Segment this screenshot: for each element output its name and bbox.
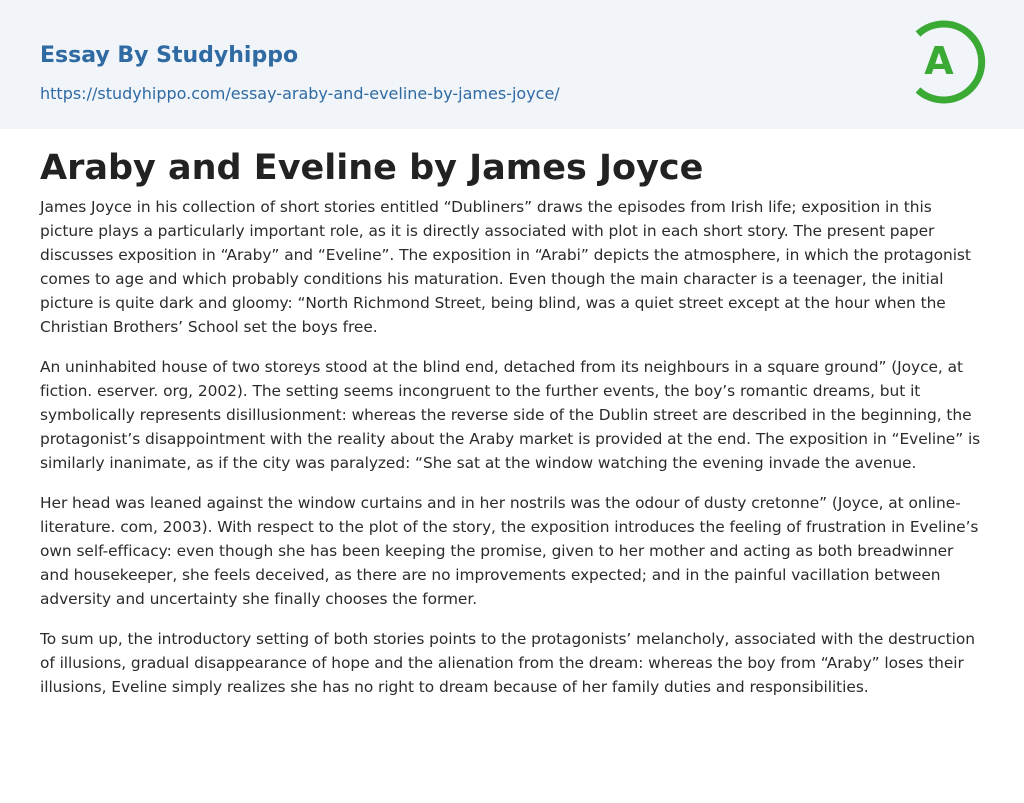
- article-paragraph-3: Her head was leaned against the window curtains and in her nostrils was the odour of dusty cretonne” (Joyce, at online-literature. com, 2003). With respect to the plot of the story, the exposition introduces the feeling of frustration in Eveline’s own self-efficacy: even though she has been keeping the promise, given to her mother and acting as both breadwinner and housekeeper, she feels deceived, as there are no improvements expected; and in the painful vacillation between adversity and uncertainty she finally chooses the former.: [40, 494, 979, 608]
- article-paragraph-4: To sum up, the introductory setting of both stories points to the protagonists’ melancholy, associated with the destruction of illusions, gradual disappearance of hope and the alienation from the dream: whereas the boy from “Araby” loses their illusions, Eveline simply realizes she has no right to dream because of her family duties and responsibilities.: [40, 630, 975, 696]
- article-title: Araby and Eveline by James Joyce: [40, 148, 704, 188]
- article: [0, 129, 1024, 699]
- page-header: [0, 0, 1024, 129]
- article-paragraph-1: James Joyce in his collection of short stories entitled “Dubliners” draws the episodes from Irish life; exposition in this picture plays a particularly important role, as it is directly associated with plot in each short story. The present paper discusses exposition in “Araby” and “Eveline”. The exposition in “Arabi” depicts the atmosphere, in which the protagonist comes to age and which probably conditions his maturation. Even though the main character is a teenager, the initial picture is quite dark and gloomy: “North Richmond Street, being blind, was a quiet street except at the hour when the Christian Brothers’ School set the boys free.: [40, 198, 971, 336]
- source-url-link[interactable]: https://studyhippo.com/essay-araby-and-eveline-by-james-joyce/: [40, 84, 560, 103]
- brand-title[interactable]: Essay By Studyhippo: [40, 43, 299, 68]
- article-paragraph-2: An uninhabited house of two storeys stood at the blind end, detached from its neighbours in a square ground” (Joyce, at fiction. eserver. org, 2002). The setting seems incongruent to the further events, the boy’s romantic dreams, but it symbolically represents disillusionment: whereas the reverse side of the Dublin street are described in the beginning, the protagonist’s disappointment with the reality about the Araby market is provided at the end. The exposition in “Eveline” is similarly inanimate, as if the city was paralyzed: “She sat at the window watching the evening invade the avenue.: [40, 358, 981, 472]
- logo-letter: A: [924, 39, 954, 83]
- studyhippo-logo-icon[interactable]: [906, 18, 990, 106]
